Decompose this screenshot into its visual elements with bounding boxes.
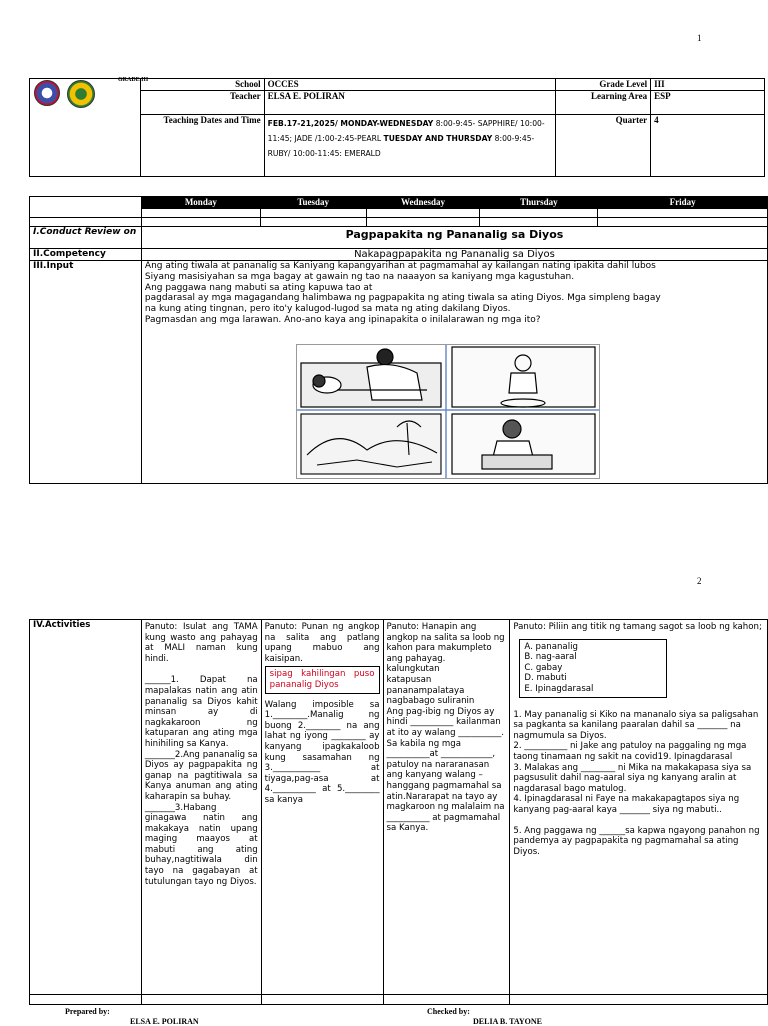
col1-item: ______1. Dapat na mapalakas natin ang atin pananalig sa Diyos kahit minsan ay di nagkakaroon ng katuparan ang ating mga hinihiling sa Kanya.	[144, 675, 258, 749]
input-line: Pagmasdan ang mga larawan. Ano-ano kaya ang ipinapakita o inilalarawan ng mga ito?	[144, 314, 541, 325]
teacher-label: Teacher	[140, 91, 264, 115]
col3-word: kalungkutan	[386, 664, 440, 675]
col3-instructions: Panuto: Hanapin ang angkop na salita sa loob ng kahon para makumpleto ang pahayag.	[386, 622, 505, 664]
col2-text: Walang imposible sa 1.________.Manalig ng buong 2.________ na ang lahat ng iyong ________ ay kanyang ipagkakaloob kung sasamahan ng 3.___________ at tiyaga,pag-asa at 4.__________ at 5.________ sa kanya	[264, 699, 380, 805]
input-line: na kung ating tingnan, pero ito'y kalugod-lugod sa mata ng ating dakilang Diyos.	[144, 304, 511, 315]
checked-by-label: Checked by:	[427, 1007, 470, 1016]
prepared-by-label: Prepared by:	[65, 1007, 110, 1016]
day-friday: Friday	[598, 197, 768, 209]
col1-item: _______2.Ang pananalig sa Diyos ay pagpapakita ng ganap na pagtitiwala sa Kanya anuman ang ating kaharapin sa buhay.	[144, 749, 258, 802]
input-line: pagdarasal ay mga magagandang halimbawa ng pagpapakita ng ating tiwala sa ating Diyos. Mga simpleng bagay	[144, 293, 661, 304]
col1-instructions: Panuto: Isulat ang TAMA kung wasto ang pahayag at MALI naman kung hindi.	[144, 622, 258, 664]
competency-text: Nakapagpapakita ng Pananalig sa Diyos	[141, 249, 767, 261]
activity-tama-mali	[141, 620, 261, 995]
conduct-review-label: I.Conduct Review on	[30, 227, 142, 249]
col2-instructions: Panuto: Punan ng angkop na salita ang patlang upang mabuo ang kaisipan.	[264, 622, 380, 664]
day-tuesday: Tuesday	[260, 197, 366, 209]
col4-item: 3. Malakas ang ________ ni Mika na makakapasa siya sa pagsusulit dahil nag-aaral siya ng kanyang aralin at nagdarasal bago matulog.	[513, 762, 752, 794]
day-monday: Monday	[141, 197, 260, 209]
illustration-landscape	[301, 414, 441, 474]
illustrations	[297, 345, 599, 478]
col4-item: 5. Ang paggawa ng ______sa kapwa ngayong panahon ng pandemya ay pagpapakita ng pagmamahal sa ating Diyos.	[513, 825, 760, 857]
quarter-label: Quarter	[556, 115, 651, 177]
dates-tth: TUESDAY AND THURSDAY	[383, 134, 493, 143]
col4-instructions: Panuto: Piliin ang titik ng tamang sagot sa loob ng kahon;	[513, 622, 762, 632]
col3-word: nagbabago suliranin	[386, 696, 475, 707]
school-value: OCCES	[264, 79, 556, 91]
day-thursday: Thursday	[480, 197, 598, 209]
school-label: School	[140, 79, 264, 91]
col3-word: katapusan	[386, 674, 432, 685]
page-number-2: 2	[697, 576, 702, 586]
activity-punan	[261, 620, 383, 995]
grade-level-label: Grade Level	[556, 79, 651, 91]
day-wednesday: Wednesday	[366, 197, 480, 209]
illustration-grid	[296, 344, 600, 479]
header-table	[29, 78, 765, 177]
input-line: Ang paggawa nang mabuti sa ating kapuwa tao at	[144, 282, 373, 293]
col4-choice-box	[519, 639, 667, 698]
dates-mw-times: 8:00-9:45- SAPPHIRE/ 10:00-11:45; JADE /1:00-2:45-PEARL	[267, 119, 545, 143]
illustration-praying-child	[452, 347, 595, 407]
activity-piliin	[510, 620, 768, 995]
learning-area-label: Learning Area	[556, 91, 651, 115]
col3-word: pananampalataya	[386, 685, 465, 696]
teacher-value: ELSA E. POLIRAN	[264, 91, 556, 115]
activities-label: IV.Activities	[30, 620, 142, 995]
illustration-child-desk	[452, 414, 595, 474]
page-number-1: 1	[697, 33, 702, 43]
col4-item: 1. May pananalig si Kiko na mananalo siya sa paligsahan sa pagkanta sa kanilang paaralan dahil sa _______ na nagmumula sa Diyos.	[513, 709, 759, 741]
col2-word-box: sipag kahilingan puso pananalig Diyos	[265, 666, 380, 693]
col3-text: Ang pag-ibig ng Diyos ay hindi __________ kailanman at ito ay walang __________. Sa kabila ng mga __________at ____________, patuloy na nararanasan ang kanyang walang – hanggang pagmamahal sa atin.Nararapat na tayo ay magkaroon ng malalaim na __________ at pagmamahal sa Kanya.	[386, 706, 505, 834]
col1-item: _______3.Habang ginagawa natin ang makakaya natin upang maging maayos at mabuti ang ating buhay,nagtitiwala din tayo na gagabayan at tutulungan tayo ng Diyos.	[144, 802, 258, 887]
choice: D. mabuti	[524, 673, 567, 684]
checked-by-name: DELIA B. TAYONE	[473, 1017, 542, 1026]
illustration-caring-sick	[301, 349, 441, 407]
choice: E. Ipinagdarasal	[524, 683, 594, 694]
teaching-dates-label: Teaching Dates and Time	[140, 115, 264, 177]
col4-item: 2. __________ ni Jake ang patuloy na paggaling ng mga taong tinamaan ng sakit na covid19. Ipinagdarasal	[513, 741, 747, 762]
activities-table	[29, 619, 768, 1005]
input-line: Ang ating tiwala at pananalig sa Kaniyang kapangyarihan at pagmamahal ay kailangan nating ipakita dahil lubos	[144, 261, 656, 271]
quarter-value: 4	[651, 115, 765, 177]
choice: C. gabay	[524, 662, 563, 673]
input-line: Siyang masisiyahan sa mga bagay at gawain ng tao na naaayon sa kaniyang mga kagustuhan.	[144, 271, 575, 282]
teaching-dates-value	[264, 115, 556, 177]
grade-tag: GRADE III	[118, 77, 149, 83]
learning-area-value: ESP	[651, 91, 765, 115]
grade-level-value: III	[651, 79, 765, 91]
prepared-by-name: ELSA E. POLIRAN	[130, 1017, 199, 1026]
input-label: III.Input	[30, 261, 142, 484]
competency-label: II.Competency	[30, 249, 142, 261]
choice: A. pananalig	[524, 641, 578, 652]
choice: B. nag-aaral	[524, 652, 577, 663]
dates-mw: FEB.17-21,2025/ MONDAY-WEDNESDAY	[267, 119, 434, 128]
lesson-title: Pagpapakita ng Pananalig sa Diyos	[141, 227, 767, 249]
dates-tth-times: 8:00-9:45- RUBY/ 10:00-11:45: EMERALD	[267, 134, 535, 158]
activity-hanapin	[383, 620, 510, 995]
col4-item: 4. Ipinagdarasal ni Faye na makakapagtapos siya ng kanyang pag-aaral kaya _______ siya ng mabuti..	[513, 794, 740, 815]
